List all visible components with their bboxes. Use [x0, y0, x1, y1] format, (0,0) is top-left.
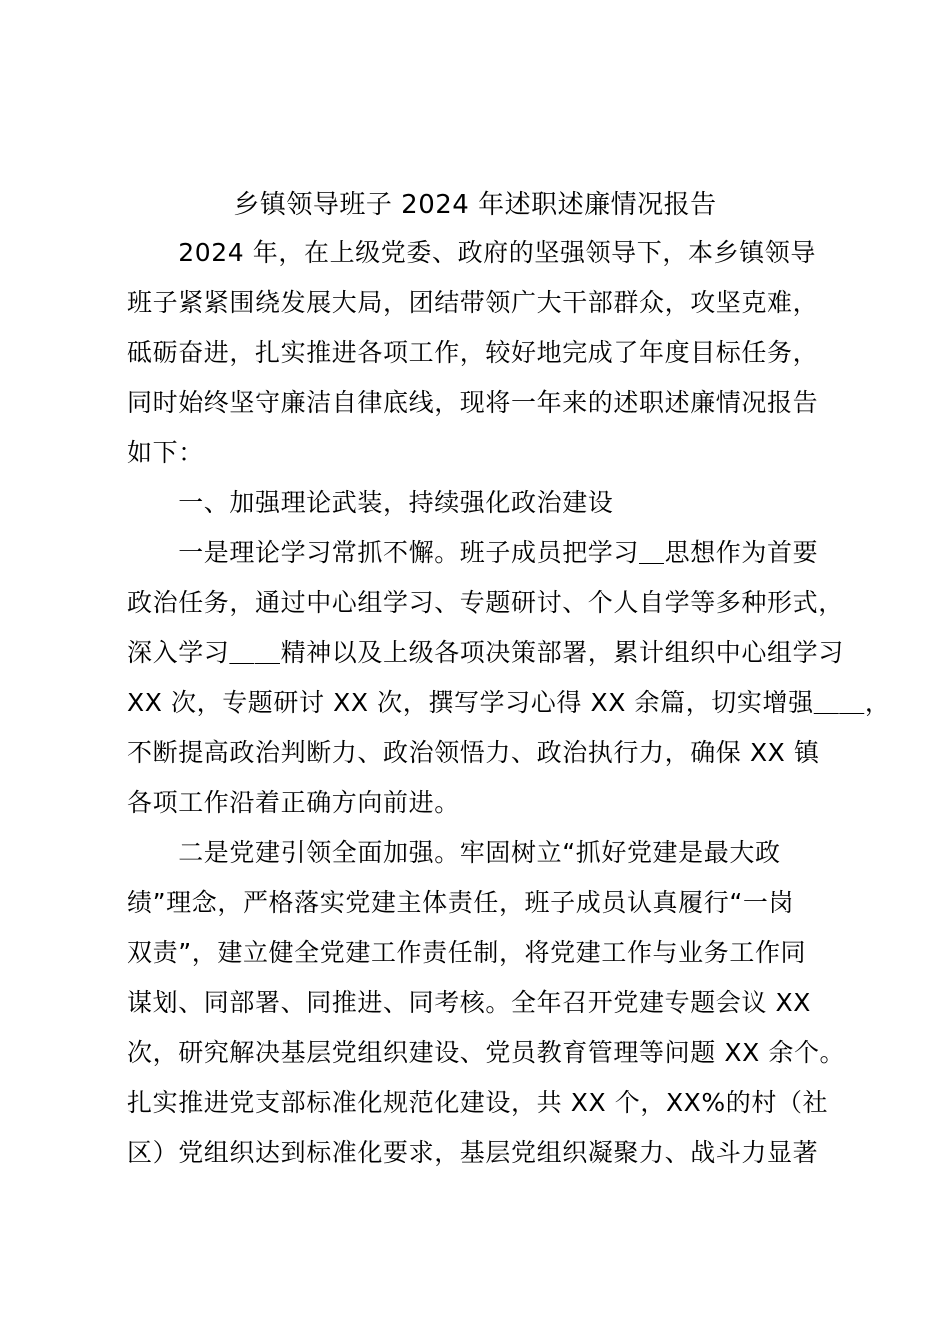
report-body	[127, 228, 891, 1178]
text-line: 谋划、同部署、同推进、同考核。全年召开党建专题会议 XX	[127, 988, 812, 1017]
text-line: 扎实推进党支部标准化规范化建设，共 XX 个，XX%的村（社	[127, 1088, 829, 1117]
text-line: 砥砺奋进，扎实推进各项工作，较好地完成了年度目标任务，	[127, 338, 819, 367]
text-line: 2024 年，在上级党委、政府的坚强领导下，本乡镇领导	[127, 238, 816, 267]
text-line: 双责”，建立健全党建工作责任制，将党建工作与业务工作同	[127, 938, 807, 967]
text-line: 不断提高政治判断力、政治领悟力、政治执行力，确保 XX 镇	[127, 738, 820, 767]
text-line: 深入学习＿＿精神以及上级各项决策部署，累计组织中心组学习	[127, 638, 844, 667]
section-heading: 一、加强理论武装，持续强化政治建设	[127, 488, 614, 517]
text-line: 同时始终坚守廉洁自律底线，现将一年来的述职述廉情况报告	[127, 388, 819, 417]
text-line: 次，研究解决基层党组织建设、党员教育管理等问题 XX 余个。	[127, 1038, 846, 1067]
text-line: 二是党建引领全面加强。牢固树立“抓好党建是最大政	[127, 838, 781, 867]
text-line: 如下：	[127, 438, 204, 467]
text-line: 一是理论学习常抓不懈。班子成员把学习＿思想作为首要	[127, 538, 819, 567]
text-line: 班子紧紧围绕发展大局，团结带领广大干部群众，攻坚克难，	[127, 288, 819, 317]
text-line: 各项工作沿着正确方向前进。	[127, 788, 460, 817]
text-line: 绩”理念，严格落实党建主体责任，班子成员认真履行“一岗	[127, 888, 795, 917]
text-line: 政治任务，通过中心组学习、专题研讨、个人自学等多种形式，	[127, 588, 844, 617]
text-line: 区）党组织达到标准化要求，基层党组织凝聚力、战斗力显著	[127, 1138, 819, 1167]
text-line: XX 次，专题研讨 XX 次，撰写学习心得 XX 余篇，切实增强＿＿，	[127, 688, 891, 717]
report-title: 乡镇领导班子 2024 年述职述廉情况报告	[233, 190, 717, 220]
